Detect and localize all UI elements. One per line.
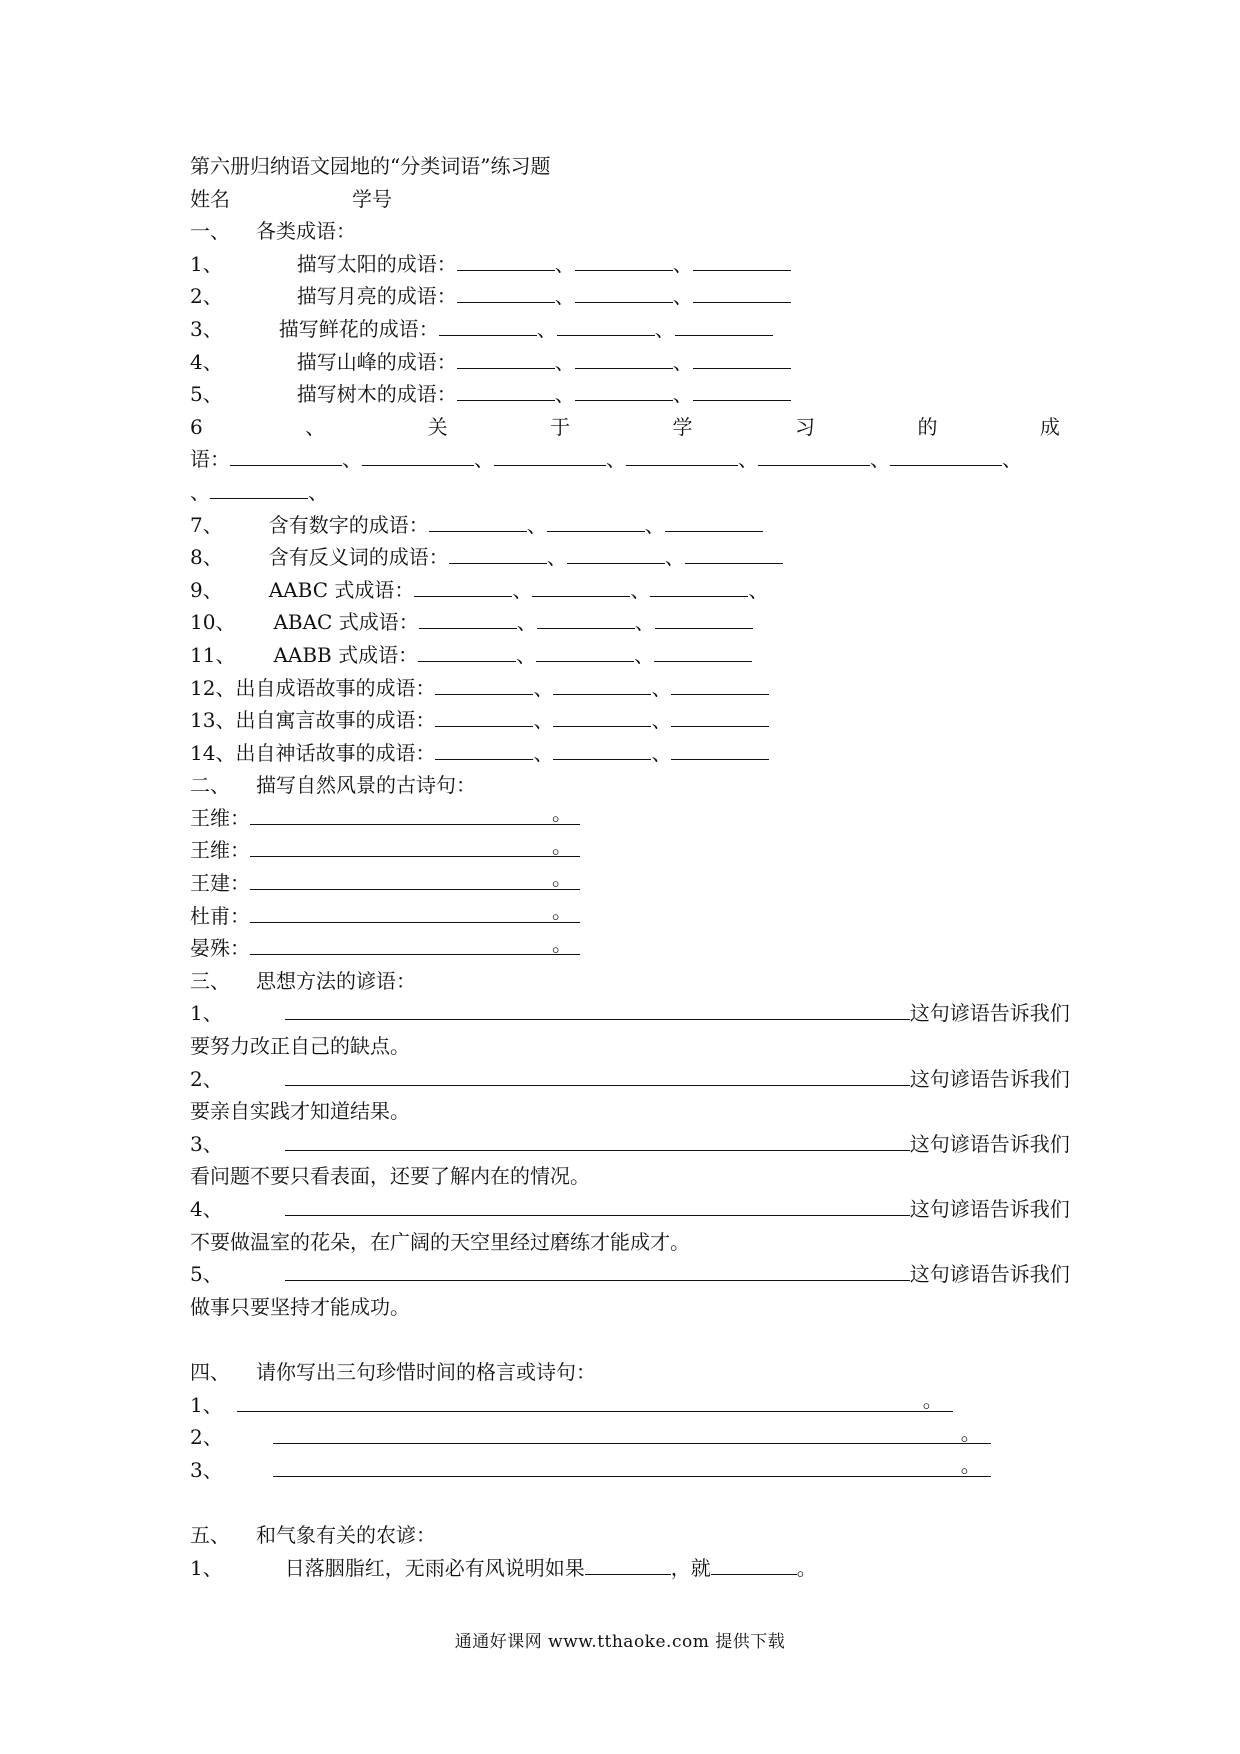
answer-blank[interactable]: [210, 478, 308, 499]
idiom-item-7: 7、 含有数字的成语： 、 、: [190, 509, 1060, 542]
weather-saying-1: 1、 日落胭脂红，无雨必有风说明如果 ，就 。: [190, 1555, 817, 1580]
idiom-item-8: 8、 含有反义词的成语： 、 、: [190, 541, 1060, 574]
answer-blank[interactable]: [671, 706, 769, 727]
idiom-item-12: 12、出自成语故事的成语： 、 、: [190, 672, 1060, 705]
saying-meaning-2: 要亲自实践才知道结果。: [190, 1099, 410, 1124]
answer-blank[interactable]: [532, 576, 630, 597]
poem-line-4: 杜甫： 。: [190, 900, 1060, 933]
answer-blank[interactable]: 。: [250, 867, 580, 890]
answer-blank[interactable]: [553, 739, 651, 760]
answer-blank[interactable]: [890, 445, 1002, 466]
idiom-item-4: 4、 描写山峰的成语： 、 、: [190, 346, 1060, 379]
answer-blank[interactable]: [671, 674, 769, 695]
answer-blank[interactable]: 。: [250, 900, 580, 923]
answer-blank[interactable]: [449, 543, 547, 564]
answer-blank[interactable]: [675, 315, 773, 336]
answer-blank[interactable]: [547, 511, 645, 532]
idiom-item-11: 11、 AABB 式成语： 、 、: [190, 639, 1060, 672]
worksheet-content: [190, 150, 1070, 1584]
answer-blank[interactable]: [693, 348, 791, 369]
saying-meaning-1: 要努力改正自己的缺点。: [190, 1034, 410, 1059]
answer-blank[interactable]: [655, 608, 753, 629]
answer-blank[interactable]: [575, 250, 673, 271]
idiom-item-6-blanks: 语： 、 、 、 、 、 、: [190, 447, 1022, 472]
answer-blank[interactable]: 。: [273, 1421, 991, 1444]
motto-line-3: 3、 。: [190, 1454, 1060, 1487]
answer-blank[interactable]: [654, 641, 752, 662]
answer-blank[interactable]: [419, 608, 517, 629]
answer-blank[interactable]: [693, 282, 791, 303]
answer-blank[interactable]: [285, 1063, 910, 1086]
answer-blank[interactable]: [650, 576, 748, 597]
answer-blank[interactable]: [457, 348, 555, 369]
saying-item-4: 4、 这句谚语告诉我们: [190, 1193, 1060, 1226]
idiom-item-6: 6 、 关 于 学 习 的 成: [190, 414, 1060, 439]
section-2-heading: 二、 描写自然风景的古诗句：: [190, 773, 476, 798]
answer-blank[interactable]: [429, 511, 527, 532]
answer-blank[interactable]: [435, 674, 533, 695]
answer-blank[interactable]: [758, 445, 870, 466]
poem-line-5: 晏殊： 。: [190, 932, 1060, 965]
answer-blank[interactable]: [285, 1128, 910, 1151]
answer-blank[interactable]: 。: [250, 834, 580, 857]
answer-blank[interactable]: [685, 543, 783, 564]
motto-line-1: 1、 。: [190, 1389, 1060, 1422]
answer-blank[interactable]: [457, 380, 555, 401]
name-label: 姓名: [190, 186, 230, 211]
answer-blank[interactable]: [567, 543, 665, 564]
idiom-item-14: 14、出自神话故事的成语： 、 、: [190, 737, 1060, 770]
answer-blank[interactable]: [362, 445, 474, 466]
answer-blank[interactable]: [435, 739, 533, 760]
answer-blank[interactable]: [575, 380, 673, 401]
saying-meaning-3: 看问题不要只看表面，还要了解内在的情况。: [190, 1164, 590, 1189]
idiom-item-6-blanks-cont: 、 、: [190, 479, 328, 504]
student-info-row: [190, 183, 1060, 216]
answer-blank[interactable]: [285, 1258, 910, 1281]
idiom-item-3: 3、 描写鲜花的成语： 、 、: [190, 313, 1060, 346]
answer-blank[interactable]: [665, 511, 763, 532]
answer-blank[interactable]: [585, 1554, 671, 1575]
answer-blank[interactable]: [575, 282, 673, 303]
idiom-item-2: 2、 描写月亮的成语： 、 、: [190, 280, 1060, 313]
answer-blank[interactable]: [671, 739, 769, 760]
answer-blank[interactable]: [536, 641, 634, 662]
answer-blank[interactable]: [711, 1554, 797, 1575]
saying-item-3: 3、 这句谚语告诉我们: [190, 1128, 1060, 1161]
answer-blank[interactable]: [557, 315, 655, 336]
idiom-item-1: 1、 描写太阳的成语： 、 、: [190, 248, 1060, 281]
answer-blank[interactable]: [553, 706, 651, 727]
answer-blank[interactable]: [575, 348, 673, 369]
answer-blank[interactable]: 。: [250, 802, 580, 825]
poem-line-2: 王维： 。: [190, 834, 1060, 867]
section-3-heading: 三、 思想方法的谚语：: [190, 968, 416, 993]
answer-blank[interactable]: [435, 706, 533, 727]
answer-blank[interactable]: [457, 250, 555, 271]
answer-blank[interactable]: [285, 1193, 910, 1216]
answer-blank[interactable]: [494, 445, 606, 466]
answer-blank[interactable]: [553, 674, 651, 695]
idiom-item-5: 5、 描写树木的成语： 、 、: [190, 378, 1060, 411]
answer-blank[interactable]: [414, 576, 512, 597]
student-number-label: 学号: [352, 186, 392, 211]
answer-blank[interactable]: [693, 380, 791, 401]
idiom-item-13: 13、出自寓言故事的成语： 、 、: [190, 704, 1060, 737]
answer-blank[interactable]: 。: [273, 1454, 991, 1477]
answer-blank[interactable]: 。: [237, 1389, 953, 1412]
answer-blank[interactable]: [457, 282, 555, 303]
idiom-item-10: 10、 ABAC 式成语： 、 、: [190, 606, 1060, 639]
saying-meaning-4: 不要做温室的花朵，在广阔的天空里经过磨练才能成才。: [190, 1229, 690, 1254]
saying-item-1: 1、 这句谚语告诉我们: [190, 997, 1060, 1030]
saying-meaning-5: 做事只要坚持才能成功。: [190, 1294, 410, 1319]
section-5-heading: 五、 和气象有关的农谚：: [190, 1522, 436, 1547]
idiom-item-9: 9、 AABC 式成语： 、 、 、: [190, 577, 769, 602]
answer-blank[interactable]: [537, 608, 635, 629]
page-footer: 通通好课网 www.tthaoke.com 提供下载: [454, 1632, 786, 1652]
answer-blank[interactable]: [418, 641, 516, 662]
worksheet-title: 第六册归纳语文园地的“分类词语”练习题: [190, 154, 551, 178]
section-4-heading: 四、 请你写出三句珍惜时间的格言或诗句：: [190, 1359, 596, 1384]
saying-item-5: 5、 这句谚语告诉我们: [190, 1258, 1060, 1291]
answer-blank[interactable]: [626, 445, 738, 466]
answer-blank[interactable]: [285, 997, 910, 1020]
answer-blank[interactable]: [230, 445, 342, 466]
section-1-heading: 一、 各类成语：: [190, 219, 356, 244]
answer-blank[interactable]: [439, 315, 537, 336]
motto-line-2: 2、 。: [190, 1421, 1060, 1454]
answer-blank[interactable]: 。: [250, 932, 580, 955]
poem-line-1: 王维： 。: [190, 802, 1060, 835]
answer-blank[interactable]: [693, 250, 791, 271]
saying-item-2: 2、 这句谚语告诉我们: [190, 1063, 1060, 1096]
poem-line-3: 王建： 。: [190, 867, 1060, 900]
